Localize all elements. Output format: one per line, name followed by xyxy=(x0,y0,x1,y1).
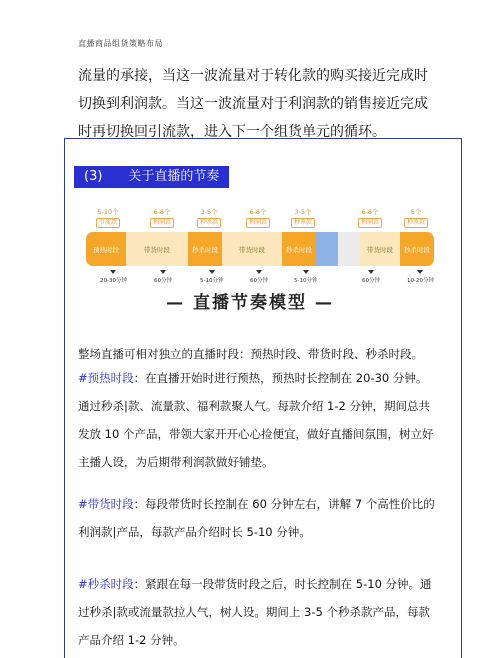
tag-flash: #秒杀时段 xyxy=(78,577,134,591)
duration-tick: 60分钟 xyxy=(250,270,268,284)
segment-count-label: 3-5个 秒杀款 xyxy=(197,208,221,228)
timeline-segment xyxy=(316,232,338,266)
model-title: — 直播节奏模型 — xyxy=(166,293,334,313)
section-title xyxy=(74,166,229,188)
duration-tick: 60分钟 xyxy=(362,270,380,284)
segment-count-label: 5个 秒杀款 xyxy=(404,208,428,228)
segment-count-label: 5-10个 引流款 xyxy=(97,208,119,226)
section-number: (3) xyxy=(84,169,103,184)
segment-count-label: 6-8个 利润款 xyxy=(358,208,382,228)
paragraph-selling: #带货时段：每段带货时长控制在 60 分钟左右，讲解 7 个高性价比的利润款|产品，每款产品介绍时长 5-10 分钟。 xyxy=(78,497,435,539)
section-heading: 关于直播的节奏 xyxy=(128,169,220,184)
timeline-segment xyxy=(338,232,360,266)
tag-preheat: #预热时段 xyxy=(78,371,134,385)
segment-count-label: 6-8个 利润款 xyxy=(150,208,174,228)
timeline-segment: 带货时段 xyxy=(360,232,400,266)
paragraph-preheat: #预热时段：在直播开始时进行预热，预热时长控制在 20-30 分钟。通过秒杀|款、流量款、福利款聚人气。每款介绍 1-2 分钟，期间总共发放 10 个产品，带领大家开开心心捡便宜，做好直播间氛围，树立好主播人设，为后期带利润款做好铺垫。 xyxy=(78,371,434,469)
timeline-bar xyxy=(86,232,434,266)
timeline-segment: 带货时段 xyxy=(126,232,188,266)
duration-tick: 60分钟 xyxy=(154,270,172,284)
tag-selling: #带货时段 xyxy=(78,497,134,511)
rhythm-diagram xyxy=(86,204,436,284)
timeline-segment: 秒杀时段 xyxy=(282,232,316,266)
duration-tick: 5-10分钟 xyxy=(294,270,317,284)
duration-tick: 20-30分钟 xyxy=(100,270,127,284)
running-header: 直播商品组货策略布局 xyxy=(78,39,163,48)
timeline-segment: 秒杀时段 xyxy=(188,232,222,266)
duration-tick: 5-10分钟 xyxy=(200,270,223,284)
segment-count-label: 3-5个 秒杀款 xyxy=(291,208,315,228)
timeline-segment: 带货时段 xyxy=(222,232,282,266)
timeline-segment: 秒杀时段 xyxy=(400,232,434,266)
segment-count-label: 6-8个 利润款 xyxy=(246,208,270,228)
duration-tick: 10-20分钟 xyxy=(407,270,434,284)
timeline-segment: 预热时段 xyxy=(86,232,126,266)
paragraph-flash: #秒杀时段：紧跟在每一段带货时段之后，时长控制在 5-10 分钟。通过秒杀|款或流量款拉人气，树人设。期间上 3-5 个秒杀款产品，每款产品介绍 1-2 分钟。 xyxy=(78,577,432,647)
paragraph-overview: 整场直播可相对独立的直播时段：预热时段、带货时段、秒杀时段。 xyxy=(78,347,423,361)
intro-paragraph: 流量的承接，当这一波流量对于转化款的购买接近完成时切换到利润款。当这一波流量对于利润款的销售接近完成时再切换回引流款，进入下一个组货单元的循环。 xyxy=(78,68,428,140)
